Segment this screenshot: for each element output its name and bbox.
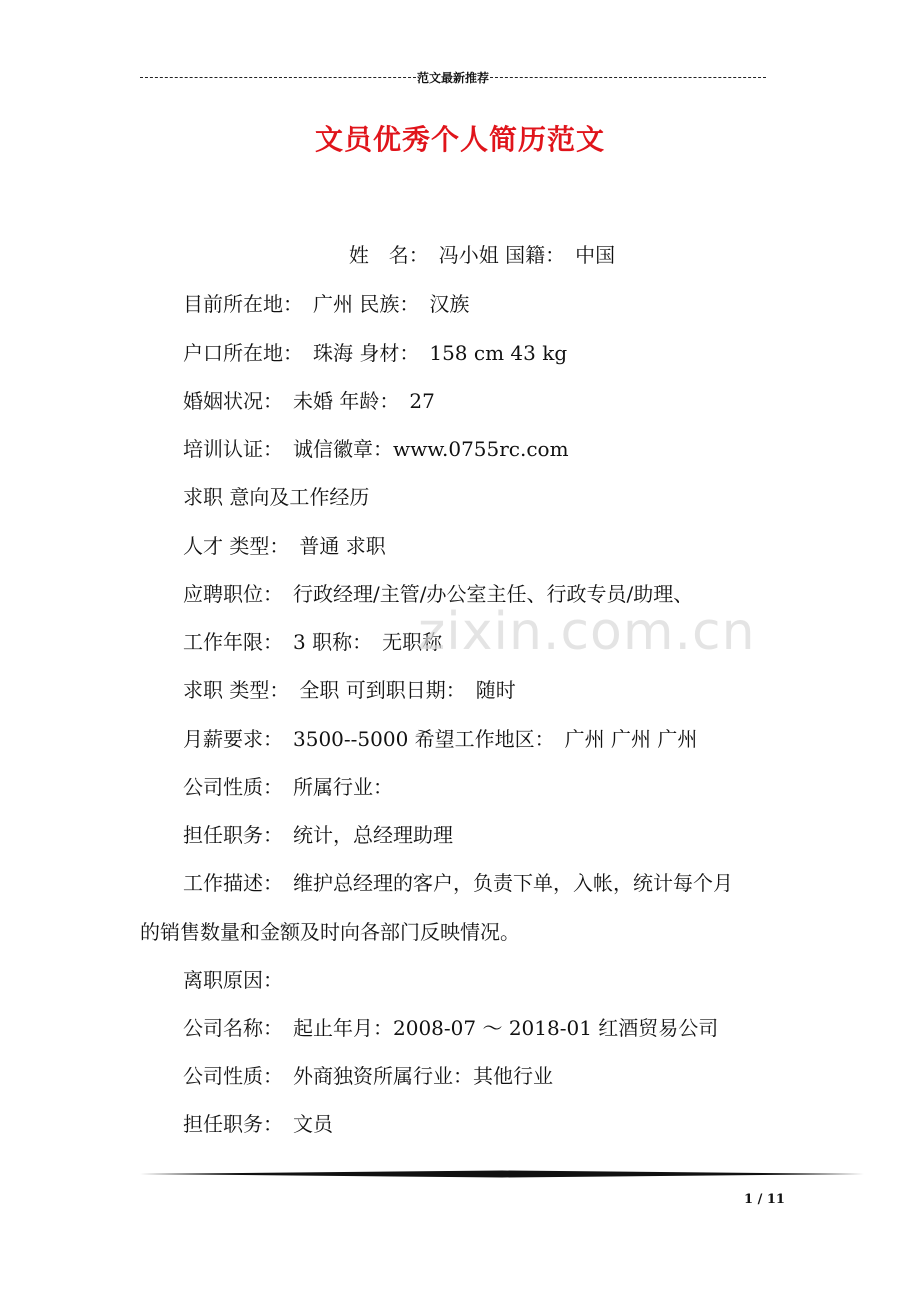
line-leave-reason: 离职原因： <box>183 968 283 992</box>
document-title: 文员优秀个人简历范文 <box>314 123 605 156</box>
line-marital: 婚姻状况： 未婚 年龄： 27 <box>183 389 435 413</box>
line-location: 目前所在地： 广州 民族： 汉族 <box>183 292 470 316</box>
line-intent-heading: 求职 意向及工作经历 <box>183 485 370 509</box>
page-number: 1 / 11 <box>744 1192 785 1207</box>
line-job-type: 求职 类型： 全职 可到职日期： 随时 <box>183 678 516 702</box>
header-dash-right <box>490 77 766 78</box>
page-header <box>140 68 766 86</box>
line-company-name: 公司名称： 起止年月：2008-07 ～ 2018-01 红酒贸易公司 <box>183 1016 719 1040</box>
line-company-nature-2: 公司性质： 外商独资所属行业：其他行业 <box>183 1064 553 1088</box>
line-hukou: 户口所在地： 珠海 身材： 158 cm 43 kg <box>183 341 568 365</box>
header-dash-left <box>140 77 416 78</box>
line-description: 工作描述： 维护总经理的客户，负责下单，入帐，统计每个月 <box>183 871 733 895</box>
line-duty: 担任职务： 统计，总经理助理 <box>183 823 453 847</box>
line-certification: 培训认证： 诚信徽章：www.0755rc.com <box>183 437 569 461</box>
line-name: 姓 名： 冯小姐 国籍： 中国 <box>348 243 616 267</box>
line-description-cont: 的销售数量和金额及时向各部门反映情况。 <box>140 920 520 944</box>
footer-rule <box>140 1170 864 1178</box>
watermark: zixin.com.cn <box>418 602 756 662</box>
line-position: 应聘职位： 行政经理/主管/办公室主任、行政专员/助理、 <box>183 582 694 606</box>
line-salary: 月薪要求： 3500--5000 希望工作地区： 广州 广州 广州 <box>183 727 698 751</box>
line-years: 工作年限： 3 职称： 无职称 <box>183 630 443 654</box>
line-company-nature: 公司性质： 所属行业： <box>183 775 393 799</box>
line-talent-type: 人才 类型： 普通 求职 <box>183 534 386 558</box>
line-duty-2: 担任职务： 文员 <box>183 1112 333 1136</box>
header-label: 范文最新推荐 <box>417 70 490 85</box>
